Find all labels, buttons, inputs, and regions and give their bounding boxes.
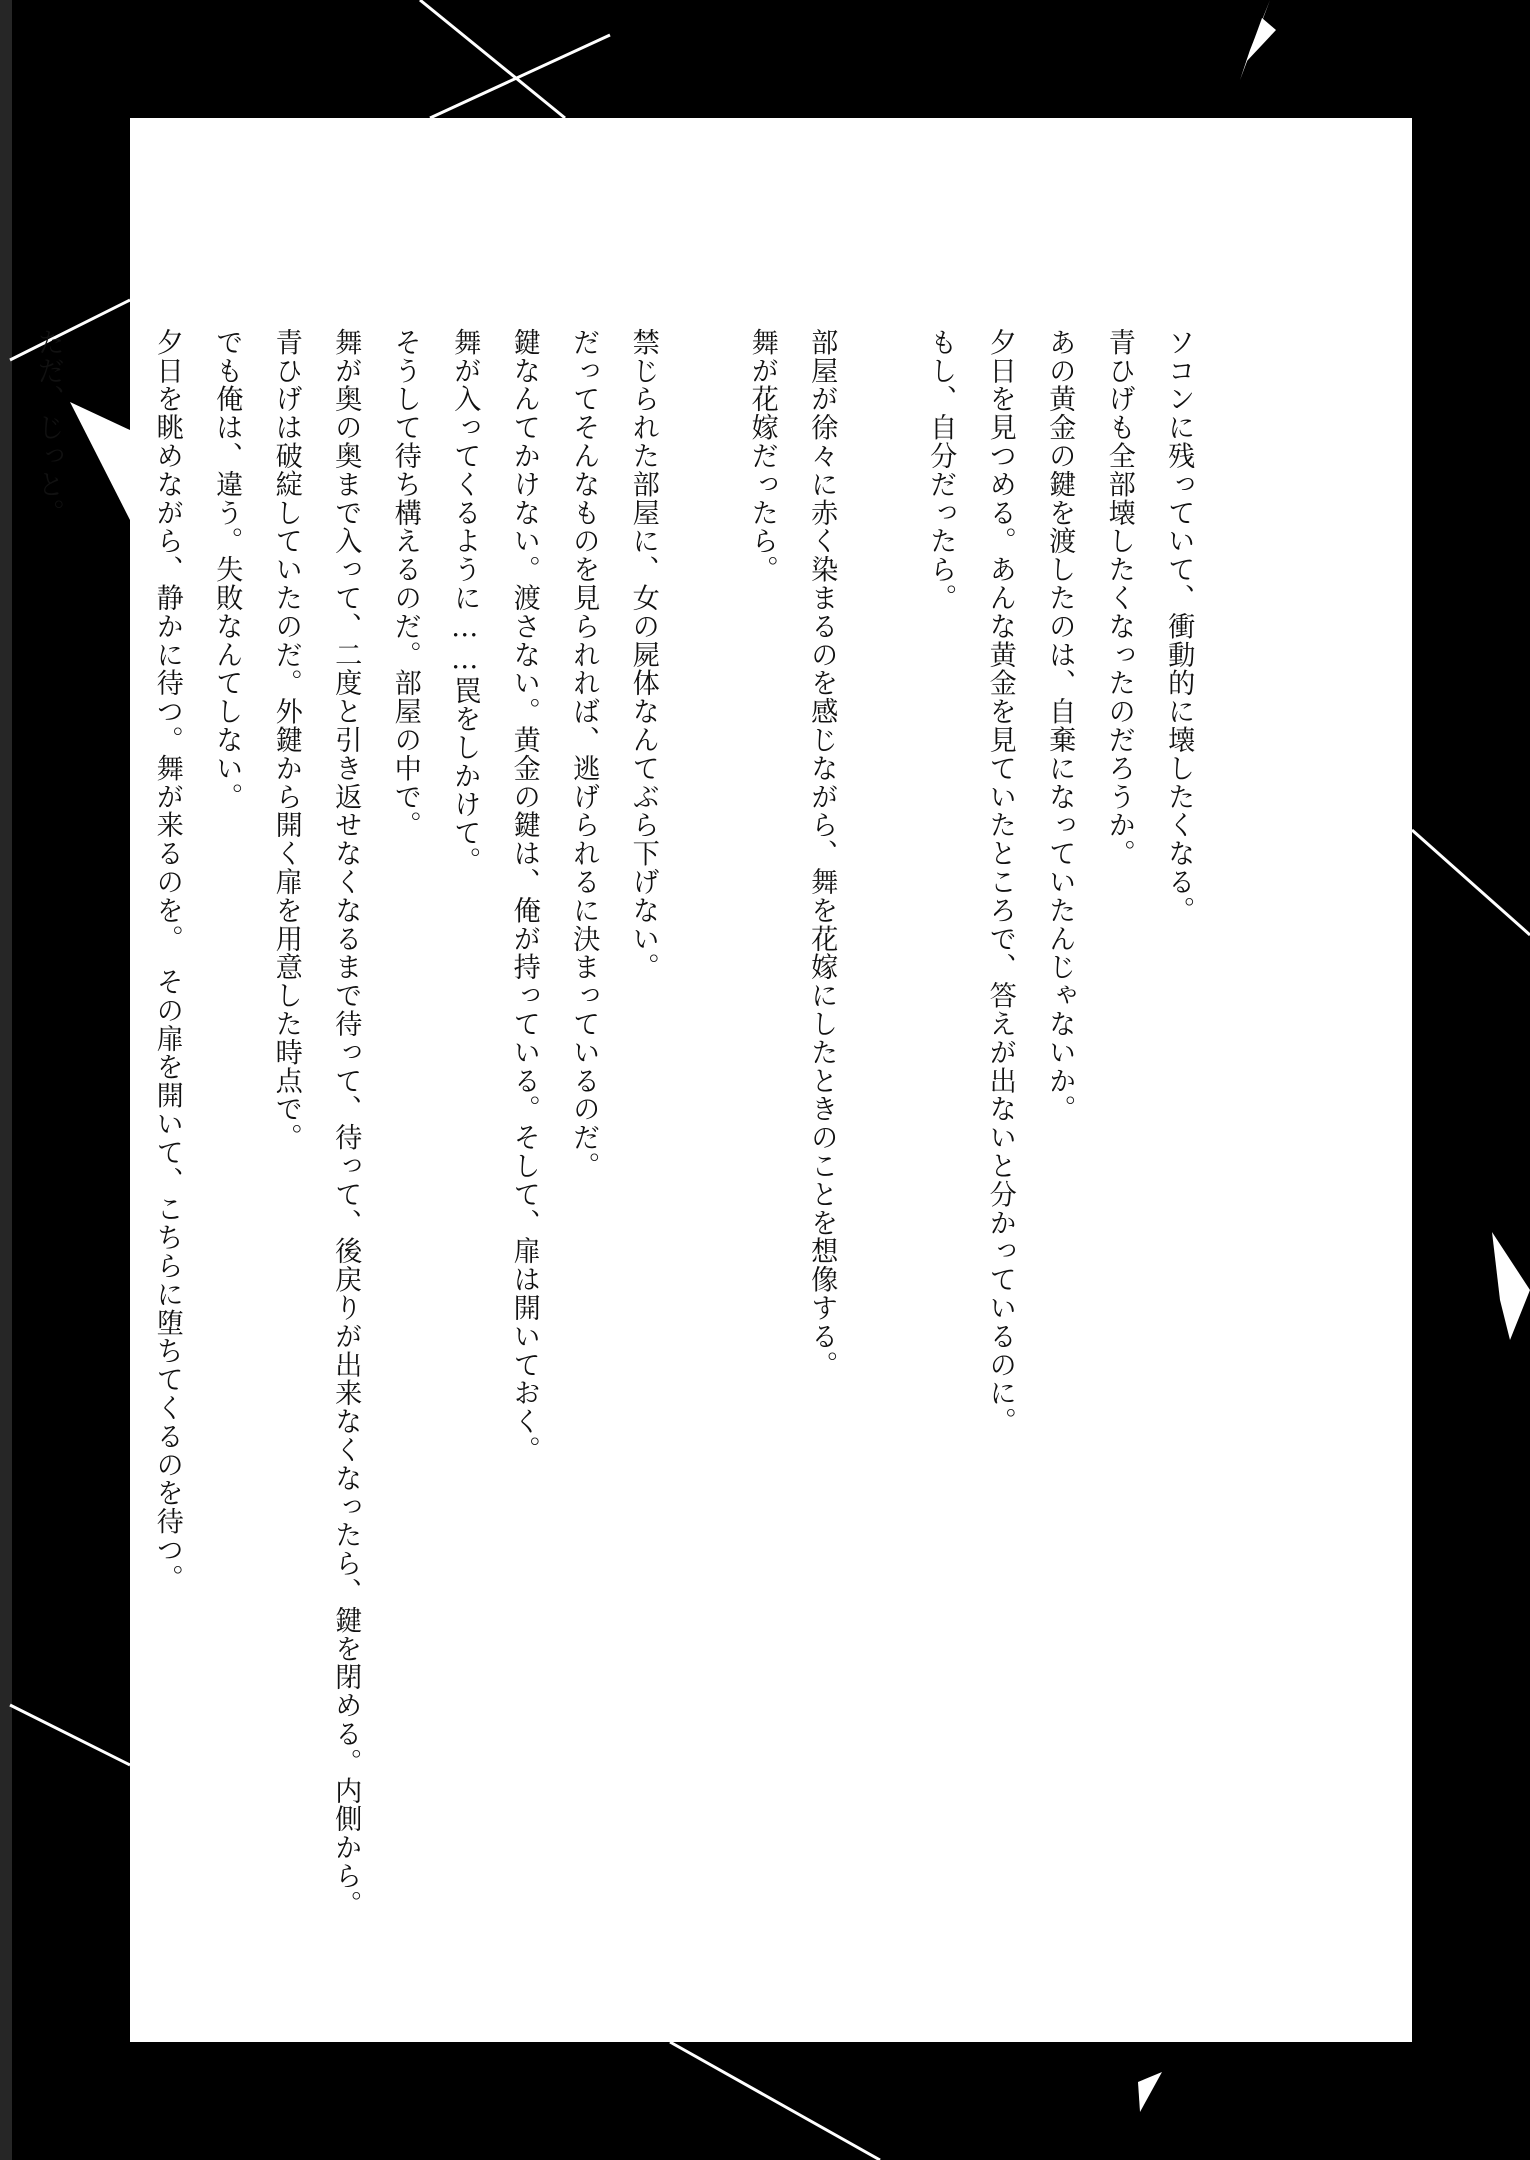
text-line: あの黄金の鍵を渡したのは、自棄になっていたんじゃないか。 (1044, 328, 1076, 1124)
text-line: もし、自分だったら。 (925, 328, 957, 612)
text-line: 鍵なんてかけない。渡さない。黄金の鍵は、俺が持っている。そして、扉は開いておく。 (508, 328, 540, 1464)
text-page (32, 118, 1412, 2042)
text-line: 舞が花嫁だったら。 (746, 328, 778, 584)
text-line: 舞が入ってくるように……罠をしかけて。 (449, 328, 481, 876)
text-line: 部屋が徐々に赤く染まるのを感じながら、舞を花嫁にしたときのことを想像する。 (806, 328, 838, 1379)
text-line: 青ひげも全部壊したくなったのだろうか。 (1103, 328, 1135, 868)
text-line: そうして待ち構えるのだ。部屋の中で。 (389, 328, 421, 840)
text-line: ただ、じっと。 (32, 328, 64, 527)
vertical-text-block (32, 328, 1412, 1928)
text-line: 夕日を見つめる。あんな黄金を見ていたところで、答えが出ないと分かっているのに。 (984, 328, 1016, 1436)
text-line: ソコンに残っていて、衝動的に壊したくなる。 (1163, 328, 1195, 925)
text-line: 禁じられた部屋に、女の屍体なんてぶら下げない。 (627, 328, 659, 982)
text-line: 青ひげは破綻していたのだ。外鍵から開く扉を用意した時点で。 (270, 328, 302, 1152)
text-line: 夕日を眺めながら、静かに待つ。舞が来るのを。 その扉を開いて、こちらに堕ちてくるのを待つ。 (151, 328, 183, 1593)
text-line: 舞が奥の奥まで入って、二度と引き返せなくなるまで待って、待って、後戻りが出来なくなったら、鍵を閉める。内側から。 (330, 328, 362, 1919)
text-line: だってそんなものを見られれば、逃げられるに決まっているのだ。 (568, 328, 600, 1180)
text-line: でも俺は、違う。失敗なんてしない。 (211, 328, 243, 811)
